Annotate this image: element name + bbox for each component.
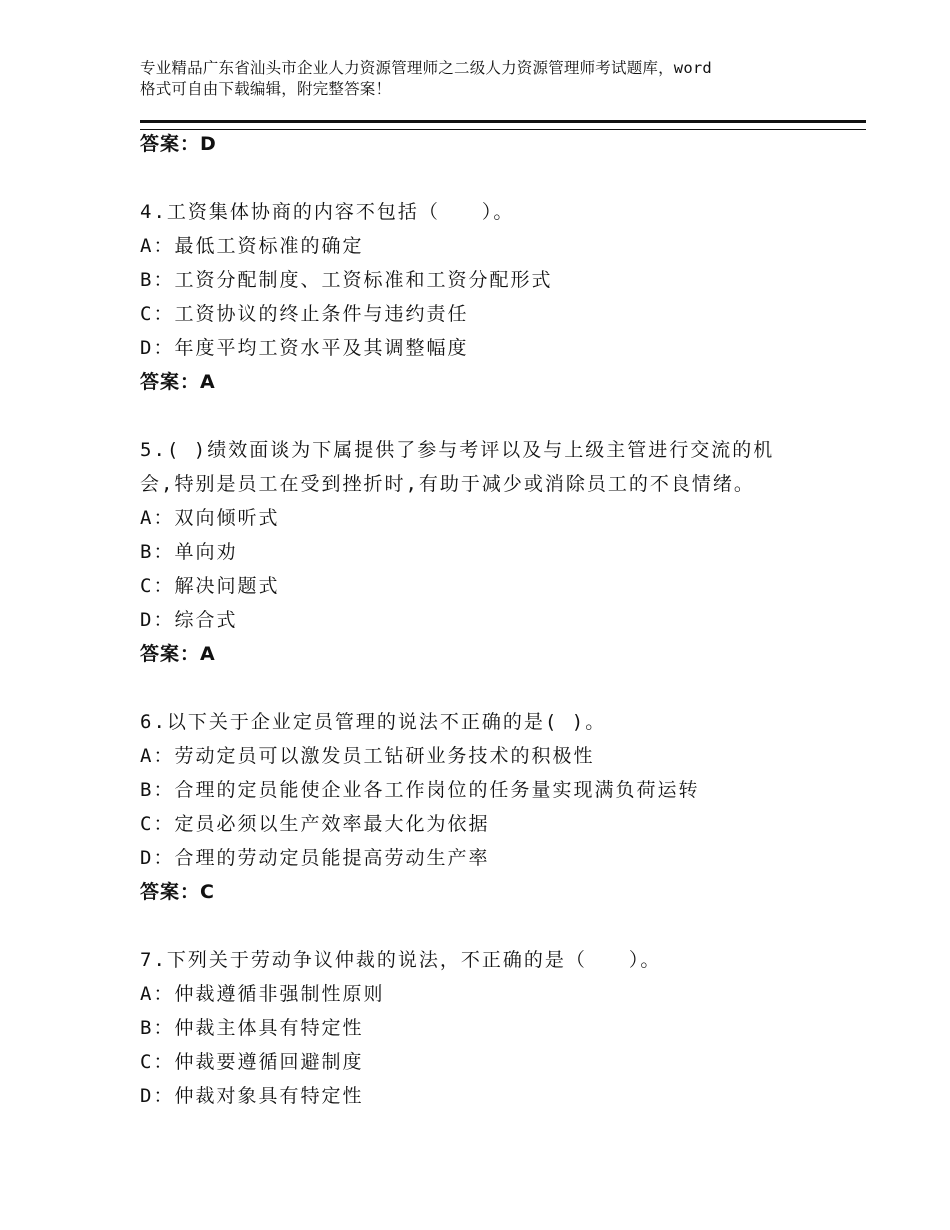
option-b: B：仲裁主体具有特定性 (140, 1017, 364, 1039)
header-line-2: 格式可自由下载编辑，附完整答案！ (140, 80, 392, 98)
spacer (140, 671, 860, 705)
spacer (140, 399, 860, 433)
option-d: D：年度平均工资水平及其调整幅度 (140, 337, 469, 359)
question-stem: 4.工资集体协商的内容不包括（ ）。 (140, 201, 515, 223)
option-a: A：劳动定员可以激发员工钻研业务技术的积极性 (140, 745, 595, 767)
option-c: C：解决问题式 (140, 575, 280, 597)
option-c: C：工资协议的终止条件与违约责任 (140, 303, 469, 325)
question-stem: 6.以下关于企业定员管理的说法不正确的是( )。 (140, 711, 607, 733)
option-b: B：合理的定员能使企业各工作岗位的任务量实现满负荷运转 (140, 779, 700, 801)
question-7 (140, 943, 860, 1113)
option-b: B：单向劝 (140, 541, 238, 563)
question-stem: 5.( )绩效面谈为下属提供了参与考评以及与上级主管进行交流的机 (140, 439, 775, 461)
spacer (140, 161, 860, 195)
answer-line: 答案：C (140, 881, 215, 903)
header-line-1: 专业精品广东省汕头市企业人力资源管理师之二级人力资源管理师考试题库，word (140, 59, 712, 77)
spacer (140, 909, 860, 943)
option-c: C：定员必须以生产效率最大化为依据 (140, 813, 490, 835)
question-stem-continued: 会,特别是员工在受到挫折时,有助于减少或消除员工的不良情绪。 (140, 473, 755, 495)
option-a: A：双向倾听式 (140, 507, 280, 529)
question-list (140, 127, 860, 1113)
option-d: D：综合式 (140, 609, 238, 631)
answer-line: 答案：D (140, 133, 217, 155)
option-d: D：合理的劳动定员能提高劳动生产率 (140, 847, 490, 869)
question-6 (140, 705, 860, 909)
option-d: D：仲裁对象具有特定性 (140, 1085, 364, 1107)
question-stem: 7.下列关于劳动争议仲裁的说法，不正确的是（ ）。 (140, 949, 662, 971)
option-a: A：最低工资标准的确定 (140, 235, 364, 257)
answer-line: 答案：A (140, 371, 216, 393)
option-a: A：仲裁遵循非强制性原则 (140, 983, 385, 1005)
option-c: C：仲裁要遵循回避制度 (140, 1051, 364, 1073)
document-header (140, 58, 840, 100)
question-5 (140, 433, 860, 671)
option-b: B：工资分配制度、工资标准和工资分配形式 (140, 269, 553, 291)
question-4 (140, 195, 860, 399)
answer-line: 答案：A (140, 643, 216, 665)
